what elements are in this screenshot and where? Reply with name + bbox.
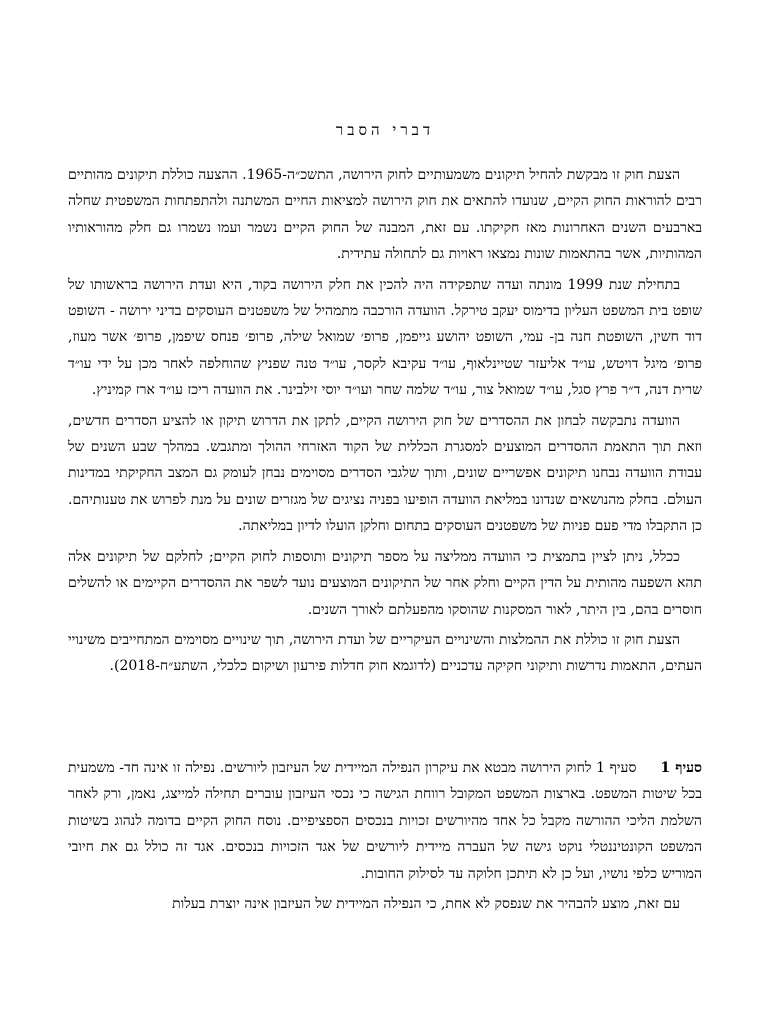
document-page: [68, 0, 702, 1024]
intro-paragraph-2: בתחילת שנת 1999 מונתה ועדה שתפקידה היה להכין את חלק הירושה בקוד, היא ועדת הירושה בראשותו של שופט בית המשפט העליון בדימוס יעקב טירקל. הוועדה הורכבה מתמהיל של משפטנים העוסקים בדיני ירושה - השופט דוד חשין, השופטת חנה בן- עמי, השופט יהושע גייפמן, פרופ׳ שמואל שילה, פרופ׳ פנחס שיפמן, פרופ׳ אשר מעוז, פרופ׳ מיגל דויטש, עו״ד אליעזר שטיינלאוף, עו״ד עקיבא לקסר, עו״ד טנה שפניץ שהוחלפה לאחר מכן על ידי עו״ד שרית דנה, ד״ר פרץ סגל, עו״ד שמואל צור, עו״ד שלמה שחר ועו״ד יוסי זילבינר. את הוועדה ריכז עו״ד ארז קמיניץ.: [68, 276, 702, 399]
section-1-notes: [68, 755, 702, 921]
intro-paragraph-3: הוועדה נתבקשה לבחון את ההסדרים של חוק הירושה הקיים, לתקן את הדרוש תיקון או להציע הסדרים חדשים, וזאת תוך התאמת ההסדרים המוצעים למסגרת הכללית של הקוד האזרחי ההולך ומתגבש. במהלך שבע השנים של עבודת הוועדה נבחנו תיקונים אפשריים שונים, ותוך שלגבי הסדרים מסוימים נבחן לעומק גם המצב החקיקתי במדינות העולם. בחלק מהנושאים שנדונו במליאת הוועדה הופיעו בפניה נציגים של מגזרים שונים על מנת לפרוש את טענותיהם. כן התקבלו מדי פעם פניות של משפטנים העוסקים בתחום וחלקן הועלו לדיון במליאתה.: [68, 412, 702, 535]
document-title: דברי הסבר: [335, 121, 435, 139]
section-paragraph-1-text: סעיף 1 לחוק הירושה מבטא את עיקרון הנפילה המיידית של העיזבון ליורשים. נפילה זו אינה חד- משמעית בכל שיטות המשפט. בארצות המשפט המקובל רווחת הגישה כי נכסי העיזבון עוברים תחילה למייצג, נאמן, ורק לאחר השלמת הליכי ההורשה מקבל כל אחד מהיורשים זכויות בנכסים הספציפיים. נוסח החוק הקיים בדומה לנהוג בשיטות המשפט הקונטיננטלי נוקט גישה של העברה מיידית ליורשים של אגד הזכויות בנכסים. אגד זה כולל גם את חיובי המוריש כלפי נושיו, ועל כן לא תיתכן חלוקה עד לסילוק החובות.: [68, 760, 702, 882]
explanatory-notes-body: [68, 162, 702, 684]
section-paragraph-2: עם זאת, מוצע להבהיר את שנפסק לא אחת, כי הנפילה המיידית של העיזבון אינה יוצרת בעלות: [172, 896, 680, 913]
intro-paragraph-1: הצעת חוק זו מבקשת להחיל תיקונים משמעותיים לחוק הירושה, התשכ״ה-1965. ההצעה כוללת תיקונים מהותיים רבים להוראות החוק הקיים, שנועדו להתאים את חוק הירושה למציאות החיים המשתנה ולהתפתחות המשפטית שחלה בארבעים השנים האחרונות מאז חקיקתו. עם זאת, המבנה של החוק הקיים נשמר ועמו נשמרו גם חלק מהוראותיו המהותיות, אשר בהתאמות שונות נמצאו ראויות גם לתחולה עתידית.: [68, 167, 702, 263]
intro-paragraph-4: ככלל, ניתן לציין בתמצית כי הוועדה ממליצה על מספר תיקונים ותוספות לחוק הקיים; לחלקם של תיקונים אלה תהא השפעה מהותית על הדין הקיים וחלק אחר של התיקונים המוצעים נועד לשפר את ההסדרים הקיימים או להשלים חוסרים בהם, בין היתר, לאור המסקנות שהוסקו מהפעלתם לאורך השנים.: [68, 548, 702, 618]
intro-paragraph-5: הצעת חוק זו כוללת את ההמלצות והשינויים העיקריים של ועדת הירושה, תוך שינויים מסוימים המתחייבים משינויי העתים, התאמות נדרשות ותיקוני חקיקה עדכניים (לדוגמא חוק חדלות פירעון ושיקום כלכלי, השתע״ח-2018).: [68, 631, 702, 675]
section-paragraph-1: [68, 755, 702, 887]
section-label: סעיף 1: [660, 760, 702, 776]
